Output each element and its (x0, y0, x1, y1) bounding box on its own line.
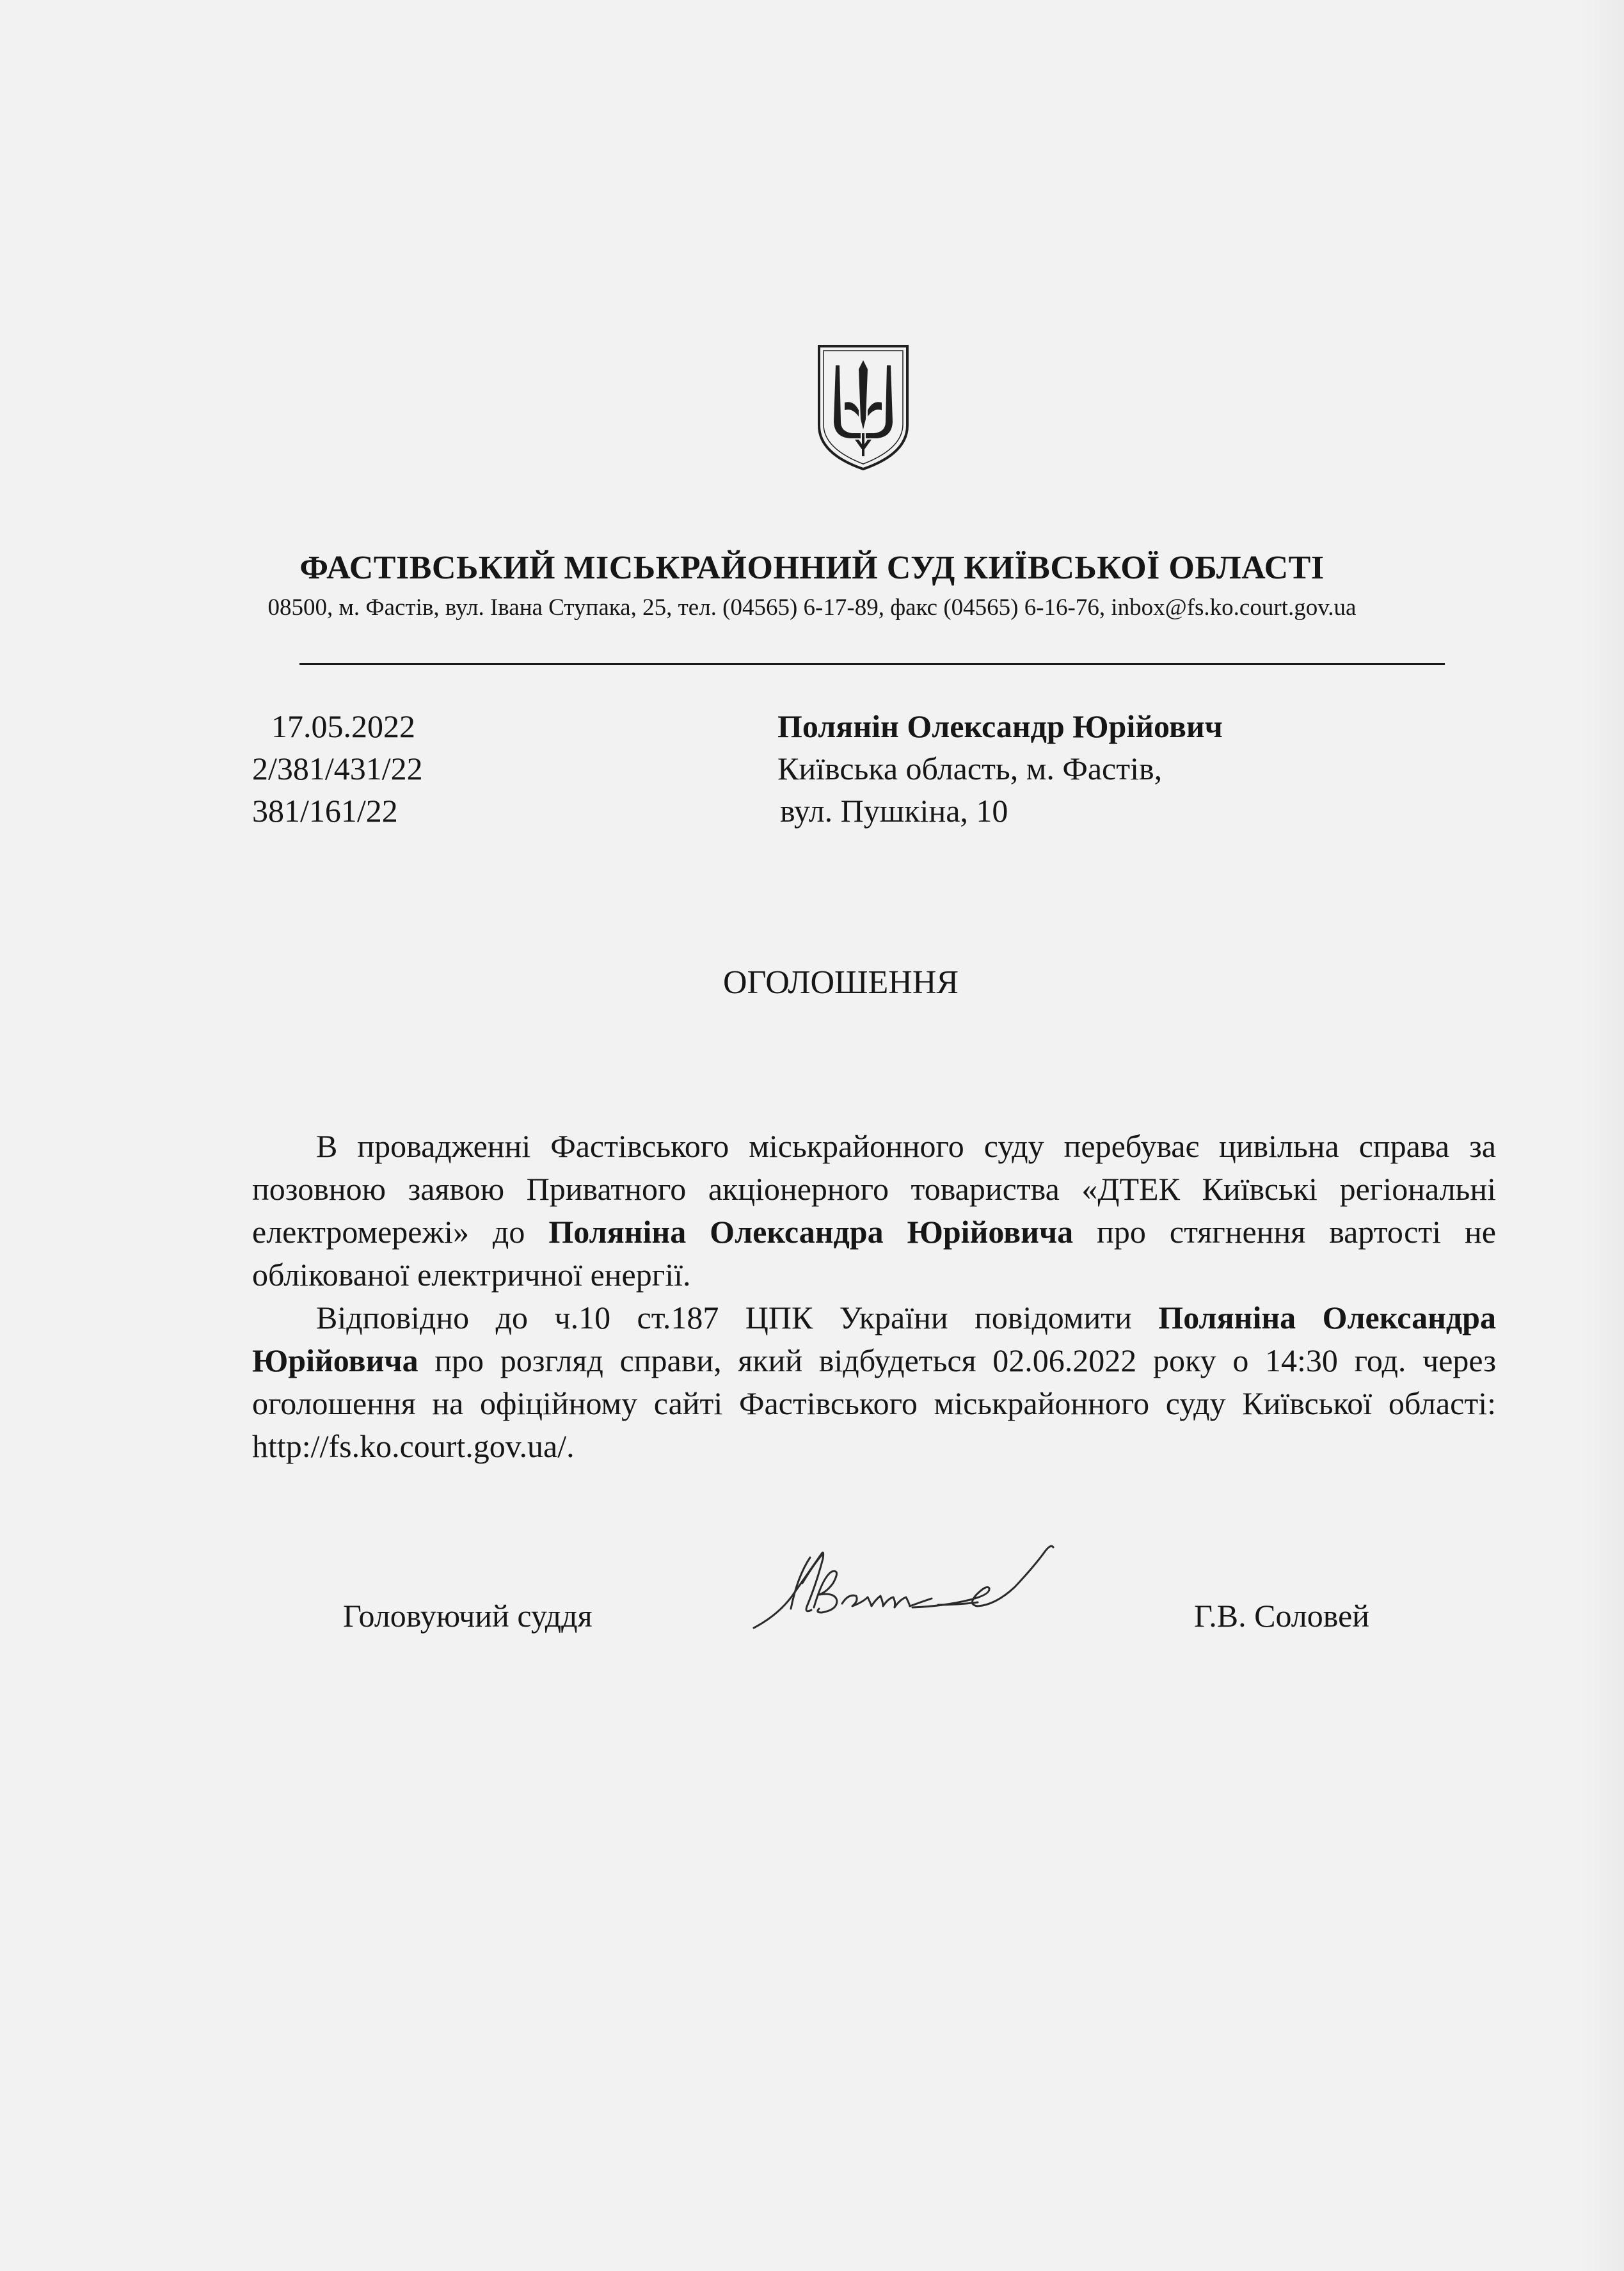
recipient-block (771, 705, 1223, 832)
paragraph-2-text: Відповідно до ч.10 ст.187 ЦПК України повідомити (316, 1300, 1159, 1335)
court-address: 08500, м. Фастів, вул. Івана Ступака, 25, тел. (04565) 6-17-89, факс (04565) 6-16-76, inbox@fs.ko.court.gov.ua (267, 594, 1357, 621)
signature-role: Головуючий суддя (343, 1598, 593, 1634)
header-divider (299, 663, 1445, 665)
recipient-street: вул. Пушкіна, 10 (780, 793, 1008, 829)
judge-name: Г.В. Соловей (1194, 1598, 1370, 1634)
proceeding-number: 381/161/22 (252, 793, 398, 829)
recipient-region-city: Київська область, м. Фастів, (777, 751, 1163, 786)
handwritten-signature (752, 1538, 1085, 1634)
case-number: 2/381/431/22 (252, 751, 423, 786)
document-date: 17.05.2022 (271, 708, 415, 744)
paragraph-1-text: В провадженні Фастівського міськрайонного суду перебуває цивільна справа за позовною заявою Приватного акціонерного товариства «ДТЕК Київські регіональні електромережі» до (252, 1128, 1496, 1250)
document-meta (252, 705, 423, 832)
defendant-name-2: Поляніна Олександра Юрійовича (252, 1300, 1496, 1378)
paragraph-2 (252, 1296, 1496, 1468)
paragraph-2-text-end: про розгляд справи, який відбудеться 02.06.2022 року о 14:30 год. через оголошення на офіційному сайті Фастівського міськрайонного суду Київської області: http://fs.ko.court.gov.ua/. (252, 1343, 1496, 1464)
recipient-name: Полянін Олександр Юрійович (777, 708, 1223, 744)
trident-coat-of-arms-icon (816, 344, 910, 472)
paragraph-1-text-end: про стягнення вартості не облікованої електричної енергії. (252, 1214, 1497, 1293)
announcement-title: ОГОЛОШЕННЯ (722, 964, 959, 1001)
scan-edge-shading (1579, 0, 1624, 2271)
defendant-name: Поляніна Олександра Юрійовича (548, 1214, 1074, 1250)
court-title: ФАСТІВСЬКИЙ МІСЬКРАЙОННИЙ СУД КИЇВСЬКОЇ ОБЛАСТІ (299, 550, 1325, 586)
announcement-body (252, 1125, 1496, 1468)
paragraph-1 (252, 1125, 1496, 1296)
